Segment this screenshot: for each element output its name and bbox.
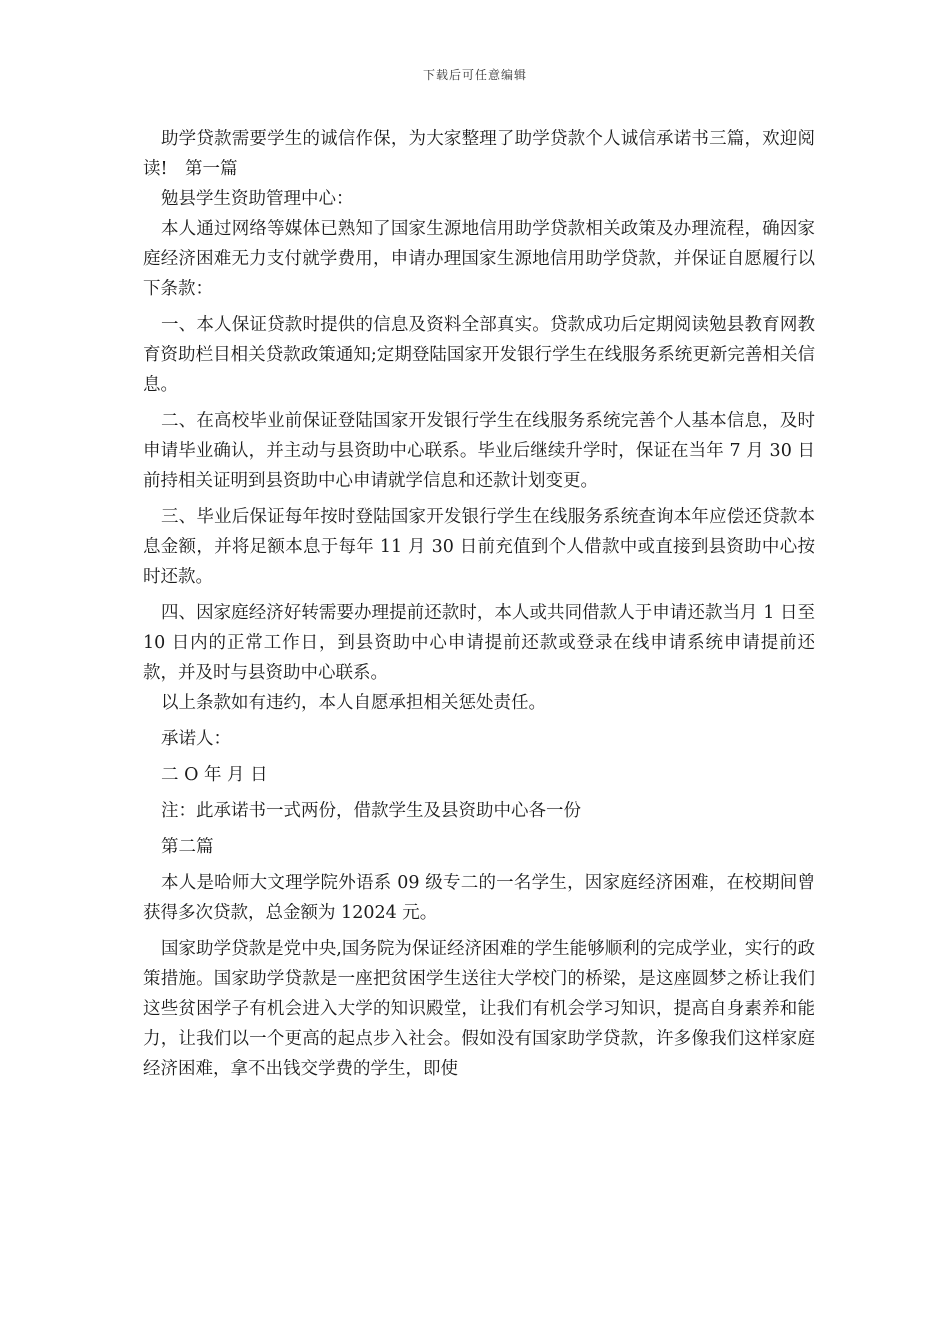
paragraph-intro: 助学贷款需要学生的诚信作保，为大家整理了助学贷款个人诚信承诺书三篇，欢迎阅读! 第一篇 <box>143 129 815 179</box>
paragraph-addressee: 勉县学生资助管理中心： <box>161 189 354 209</box>
paragraph-clause-3: 三、毕业后保证每年按时登陆国家开发银行学生在线服务系统查询本年应偿还贷款本息金额，并将足额本息于每年 11 月 30 日前充值到个人借款中或直接到县资助中心按时还款。 <box>143 507 815 587</box>
page-header: 下载后可任意编辑 <box>422 68 527 82</box>
paragraph-clause-1: 一、本人保证贷款时提供的信息及资料全部真实。贷款成功后定期阅读勉县教育网教育资助栏目相关贷款政策通知;定期登陆国家开发银行学生在线服务系统更新完善相关信息。 <box>143 315 815 395</box>
paragraph-clause-2: 二、在高校毕业前保证登陆国家开发银行学生在线服务系统完善个人基本信息，及时申请毕业确认，并主动与县资助中心联系。毕业后继续升学时，保证在当年 7 月 30 日前持相关证明到县资助中心申请就学信息和还款计划变更。 <box>143 411 815 491</box>
document-body <box>143 124 815 1084</box>
paragraph-note: 注：此承诺书一式两份，借款学生及县资助中心各一份 <box>161 801 581 821</box>
paragraph-clause-4: 四、因家庭经济好转需要办理提前还款时，本人或共同借款人于申请还款当月 1 日至 10 日内的正常工作日，到县资助中心申请提前还款或登录在线申请系统申请提前还款，并及时与县资助中心联系。 <box>143 603 815 683</box>
paragraph-date: 二 O 年 月 日 <box>161 765 268 785</box>
paragraph-statement: 本人通过网络等媒体已熟知了国家生源地信用助学贷款相关政策及办理流程，确因家庭经济困难无力支付就学费用，申请办理国家生源地信用助学贷款，并保证自愿履行以下条款： <box>143 219 815 299</box>
section-heading-part-2: 第二篇 <box>161 837 214 857</box>
paragraph-loan-policy: 国家助学贷款是党中央,国务院为保证经济困难的学生能够顺利的完成学业，实行的政策措施。国家助学贷款是一座把贫困学生送往大学校门的桥梁，是这座圆梦之桥让我们这些贫困学子有机会进入大学的知识殿堂，让我们有机会学习知识，提高自身素养和能力，让我们以一个更高的起点步入社会。假如没有国家助学贷款，许多像我们这样家庭经济困难，拿不出钱交学费的学生，即使 <box>143 939 815 1079</box>
paragraph-liability: 以上条款如有违约，本人自愿承担相关惩处责任。 <box>161 693 546 713</box>
paragraph-signatory: 承诺人： <box>161 729 231 749</box>
paragraph-student-intro: 本人是哈师大文理学院外语系 09 级专二的一名学生，因家庭经济困难，在校期间曾获得多次贷款，总金额为 12024 元。 <box>143 873 815 923</box>
